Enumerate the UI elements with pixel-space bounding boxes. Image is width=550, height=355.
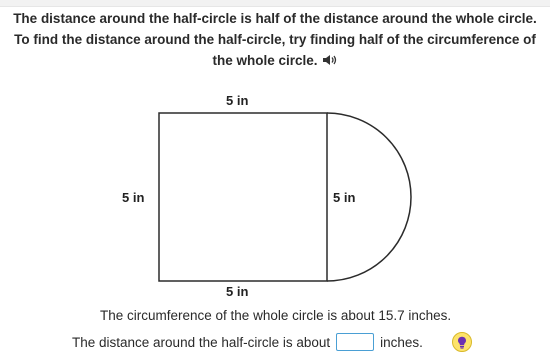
question-prefix: The distance around the half-circle is about <box>72 334 331 350</box>
right-dimension-label: 5 in <box>333 190 356 205</box>
square-and-semicircle <box>100 88 440 308</box>
square-shape <box>159 113 327 281</box>
answer-input[interactable] <box>336 333 374 351</box>
top-strip <box>0 0 550 7</box>
hint-line-2: To find the distance around the half-circle, try finding half of the circumference of <box>14 32 536 47</box>
circumference-statement: The circumference of the whole circle is about 15.7 inches. <box>100 308 452 323</box>
hint-button[interactable] <box>452 332 472 352</box>
hint-text <box>0 8 550 71</box>
half-circle-question <box>72 333 423 351</box>
bottom-dimension-label: 5 in <box>226 284 249 299</box>
speaker-icon[interactable] <box>322 52 338 66</box>
top-dimension-label: 5 in <box>226 93 249 108</box>
hint-line-1: The distance around the half-circle is half of the distance around the whole circle. <box>13 11 537 26</box>
left-dimension-label: 5 in <box>122 190 145 205</box>
hint-line-3: the whole circle. <box>212 53 318 68</box>
hint-line-3-wrap <box>0 50 550 71</box>
geometry-figure <box>100 88 440 308</box>
lightbulb-icon <box>457 336 467 349</box>
question-suffix: inches. <box>380 334 423 350</box>
